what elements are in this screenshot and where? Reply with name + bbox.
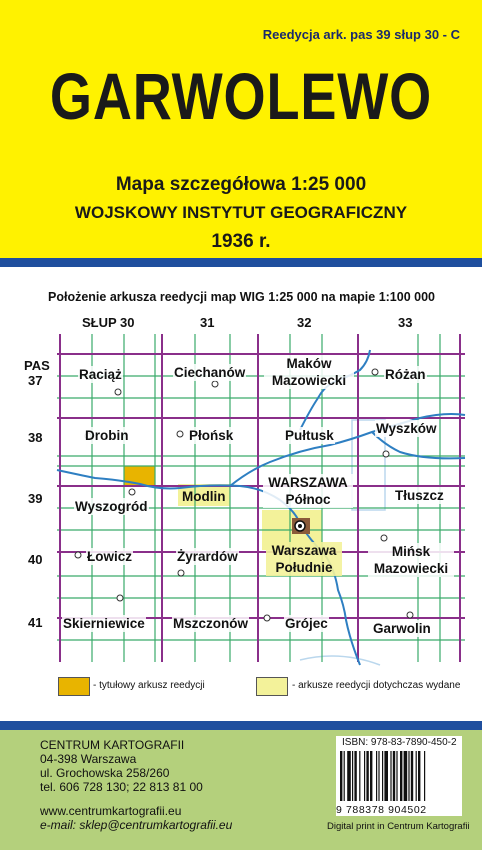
sheet-label: WARSZAWA Północ [263,474,353,508]
sheet-label: Wyszków [376,421,437,436]
sheet-label: Wyszogród [75,499,148,514]
publisher-city: 04-398 Warszawa [40,752,137,766]
column-label-32: 32 [297,315,312,330]
sheet-label: Mszczonów [173,616,249,631]
map-scale-subtitle: Mapa szczegółowa 1:25 000 [115,174,367,195]
publisher-street: ul. Grochowska 258/260 [40,766,170,780]
sheet-label: Tłuszcz [395,488,444,503]
bottom-blue-band [0,721,482,730]
town-markers [75,369,413,621]
row-label-37: 37 [28,373,43,388]
sheet-label: Garwolin [373,621,431,636]
sheet-label: Raciąż [79,367,122,382]
warsaw-city-marker [292,518,310,534]
sheet-label: Płońsk [189,428,234,443]
sheet-label: Różan [385,367,426,382]
sheet-label: Drobin [85,428,129,443]
institute-name: WOJSKOWY INSTYTUT GEOGRAFICZNY [74,203,408,222]
barcode-icon [340,751,458,803]
sheet-label: Pułtusk [285,428,334,443]
row-label-39: 39 [28,491,43,506]
index-map-heading: Położenie arkusza reedycji map WIG 1:25 000 na mapie 1:100 000 [48,290,435,304]
isbn-text: ISBN: 978-83-7890-450-2 [342,737,457,748]
row-label-40: 40 [28,552,43,567]
sheet-label: Maków Mazowiecki [264,355,354,389]
publisher-info [40,738,232,832]
barcode-number: 9 788378 904502 [336,804,427,816]
map-year: 1936 r. [211,231,271,252]
sheet-label: Łowicz [87,549,133,564]
legend-title-sheet-swatch [58,677,90,696]
publisher-phone: tel. 606 728 130; 22 813 81 00 [40,780,203,794]
legend-published-sheet-swatch [256,677,288,696]
column-label-33: 33 [398,315,413,330]
sheet-label: Ciechanów [174,365,246,380]
column-label-31: 31 [200,315,215,330]
map-title: GARWOLEWO [49,59,433,133]
print-note: Digital print in Centrum Kartografii [327,821,470,832]
sheet-label: Modlin [182,489,226,504]
column-label-30: SŁUP 30 [82,315,135,330]
publisher-name: CENTRUM KARTOGRAFII [40,738,185,752]
sheet-label: Mińsk Mazowiecki [368,543,454,577]
row-header: PAS [24,358,50,373]
edition-label: Reedycja ark. pas 39 słup 30 - C [262,27,460,42]
legend-title-sheet-label: - tytułowy arkusz reedycji [93,680,205,691]
publisher-website[interactable]: www.centrumkartografii.eu [40,804,182,818]
sheet-label: Warszawa Południe [266,542,342,576]
legend-published-sheet-label: - arkusze reedycji dotychczas wydane [292,680,461,691]
sheet-label: Grójec [285,616,328,631]
row-label-41: 41 [28,615,43,630]
sheet-label: Skierniewice [63,616,145,631]
sheet-label: Żyrardów [177,549,238,564]
row-label-38: 38 [28,430,43,445]
publisher-email[interactable]: e-mail: sklep@centrumkartografii.eu [40,818,233,832]
